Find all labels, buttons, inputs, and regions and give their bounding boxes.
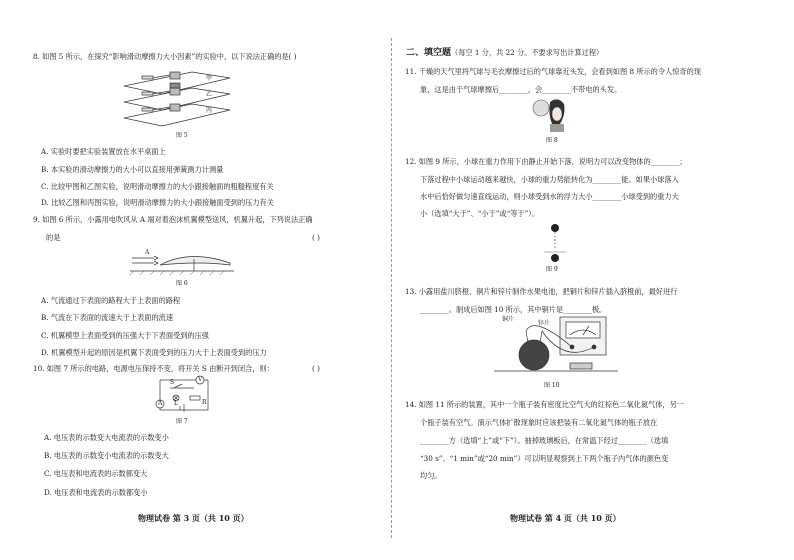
figure-9 bbox=[544, 222, 566, 266]
section-note: （每空 1 分，共 22 分。不要求写出计算过程） bbox=[451, 48, 604, 57]
left-footer: 物理试卷 第 3 页（共 10 页） bbox=[138, 513, 249, 523]
left-page bbox=[0, 0, 385, 560]
fig7-label-r: R bbox=[202, 399, 207, 406]
fig5-label-jia: 甲 bbox=[206, 75, 213, 82]
q14-line4: “30 s”、“1 min”或“20 min”）可以明显观察到上下两个瓶子内气体的颜色变 bbox=[420, 454, 669, 463]
fig5-label-yi: 乙 bbox=[206, 91, 213, 98]
q12-line3: 水中后恰好做匀速直线运动，则小球受到水的浮力大小________小球受到的重力大 bbox=[420, 192, 679, 201]
q12-line2: 下落过程中小球运动越来越快，小球的重力势能转化为________能。如果小球落入 bbox=[420, 175, 679, 184]
fig6-label-a: A bbox=[145, 249, 150, 256]
q9-option-a: A. 气流通过下表面的路程大于上表面的路程 bbox=[41, 296, 181, 305]
section-heading bbox=[406, 48, 603, 58]
right-page bbox=[398, 0, 794, 560]
fig5-caption: 图 5 bbox=[176, 132, 188, 139]
q8-option-b: B. 本实验的滑动摩擦力的大小可以直接用弹簧测力计测量 bbox=[41, 165, 224, 174]
figure-7 bbox=[150, 374, 216, 414]
q10-paren: ( ) bbox=[312, 364, 320, 373]
fig10-label-zinc: 锌片 bbox=[538, 320, 551, 327]
q14-line2: 个瓶子装有空气。演示气体扩散现象时应该把装有二氧化氮气体的瓶子放在 bbox=[420, 418, 658, 427]
q8-option-a: A. 实验时要把实验装置放在水平桌面上 bbox=[41, 147, 166, 156]
fig7-label-l: L bbox=[174, 400, 178, 407]
figure-6 bbox=[130, 245, 234, 275]
right-footer: 物理试卷 第 4 页（共 10 页） bbox=[510, 513, 621, 523]
fig6-caption: 图 6 bbox=[176, 280, 188, 287]
fig7-label-s: S bbox=[170, 379, 175, 386]
q9-option-b: B. 气流在下表面的流速大于上表面的流速 bbox=[41, 313, 174, 322]
fig9-caption: 图 9 bbox=[546, 266, 558, 273]
q12-line1: 12. 如图 9 所示，小球在重力作用下由静止开始下落，说明力可以改变物体的________； bbox=[405, 157, 687, 166]
q9-option-c: C. 机翼模型上表面受到的压强大于下表面受到的压强 bbox=[41, 331, 209, 340]
figure-8 bbox=[532, 96, 566, 132]
q8-option-c: C. 比较甲图和乙图实验，说明滑动摩擦力的大小跟接触面的粗糙程度有关 bbox=[41, 182, 274, 191]
figure-5 bbox=[122, 64, 240, 130]
fig10-caption: 图 10 bbox=[544, 382, 560, 389]
q14-line3: ________方（选填“上”或“下”）。抽掉玻璃板后，在常温下经过________（选填 bbox=[420, 436, 669, 445]
figure-10 bbox=[494, 313, 618, 375]
q14-line1: 14. 如图 11 所示的装置，其中一个瓶子装有密度比空气大的红棕色二氧化氮气体，另一 bbox=[405, 400, 684, 409]
q8-stem: 8. 如图 5 所示，在探究“影响滑动摩擦力大小因素”的实验中，以下说法正确的是( ) bbox=[33, 52, 297, 61]
q10-stem: 10. 如图 7 所示的电路，电源电压保持不变，将开关 S 由断开到闭合，则： bbox=[33, 364, 274, 373]
fig8-caption: 图 8 bbox=[546, 137, 558, 144]
section-title: 二、填空题 bbox=[406, 48, 452, 58]
q9-stem: 9. 如图 6 所示，小露用电吹风从 A 端对着泡沫机翼模型送风，机翼升起，下列说法正确 bbox=[33, 215, 313, 224]
fig5-label-bing: 丙 bbox=[206, 107, 213, 114]
q9-option-d: D. 机翼模型升起的原因是机翼下表面受到的压力大于上表面受到的压力 bbox=[41, 348, 267, 357]
q10-option-c: C. 电压表和电流表的示数都变大 bbox=[44, 469, 148, 478]
fig10-label-copper: 铜片 bbox=[502, 316, 515, 323]
fig7-caption: 图 7 bbox=[176, 418, 188, 425]
q14-line5: 均匀。 bbox=[420, 471, 442, 480]
fig7-label-v: V bbox=[198, 376, 203, 383]
q10-option-a: A. 电压表的示数变大电流表的示数变小 bbox=[44, 433, 169, 442]
q10-option-d: D. 电压表和电流表的示数都变小 bbox=[44, 488, 148, 497]
q11-line1: 11. 干燥的天气里将气球与毛衣摩擦过后的气球靠近头发，会看到如图 8 所示的令人惊奇的现 bbox=[405, 67, 701, 76]
fig7-label-a: A bbox=[158, 400, 163, 407]
q9-paren: ( ) bbox=[312, 233, 320, 242]
q8-option-d: D. 比较乙图和丙图实验，说明滑动摩擦力的大小跟接触面受到的压力有关 bbox=[41, 198, 274, 207]
q12-line4: 小（选填“大于”、“小于”或“等于”）。 bbox=[420, 209, 540, 218]
q11-line2: 象，这是由于气球摩擦后________，会________不带电的头发。 bbox=[420, 85, 622, 94]
q10-option-b: B. 电压表的示数变小电流表的示数变大 bbox=[44, 451, 169, 460]
q13-line1: 13. 小露用盐川脐橙、铜片和锌片制作水果电池，把铜片和锌片插入脐橙前，最好进行 bbox=[405, 287, 678, 296]
q13-line2: ________。制成后如图 10 所示，其中铜片是________极。 bbox=[420, 305, 607, 314]
q9-stem-cont: 的是 bbox=[46, 233, 61, 242]
page-divider bbox=[391, 38, 392, 538]
